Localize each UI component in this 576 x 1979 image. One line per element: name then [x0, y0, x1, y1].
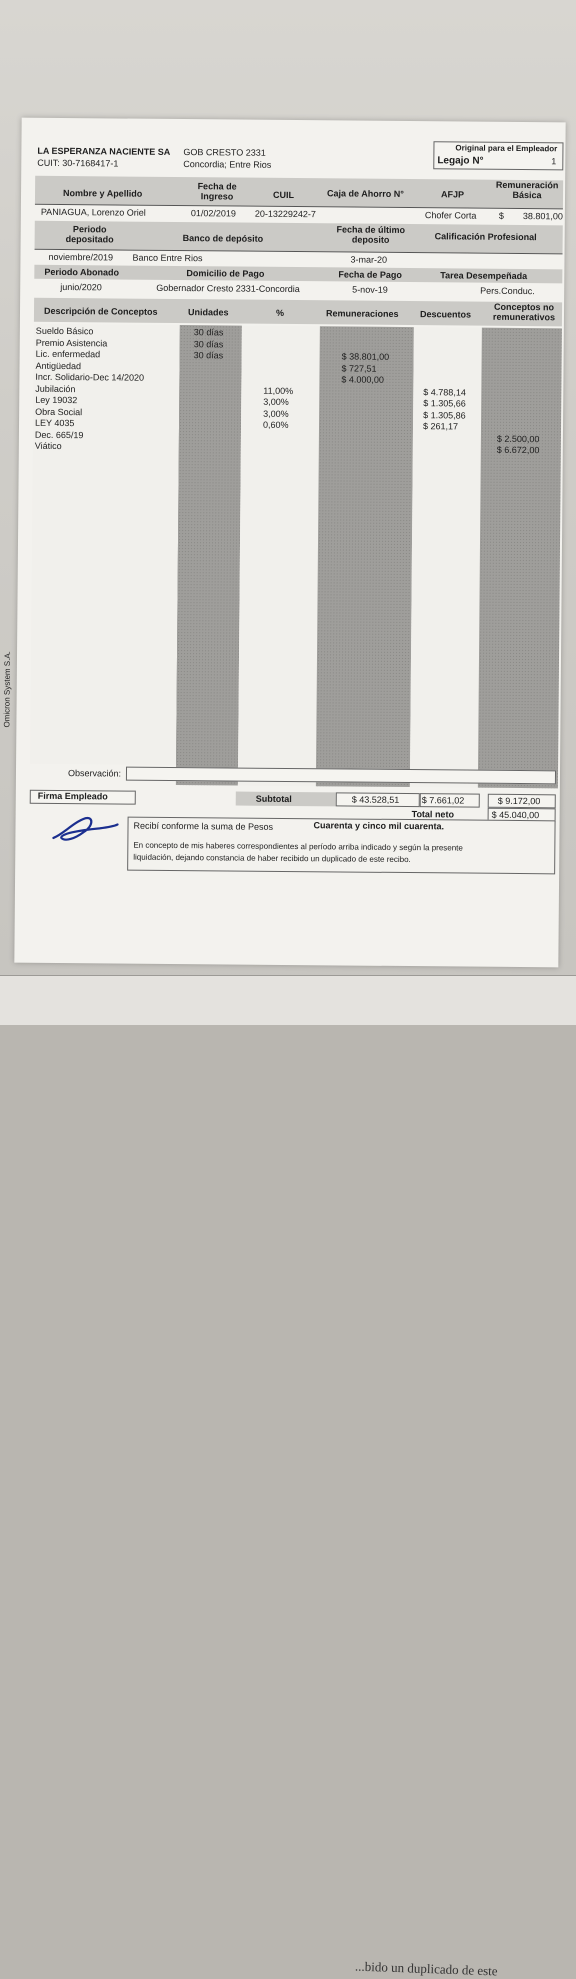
employer-name: LA ESPERANZA NACIENTE SA	[37, 145, 171, 157]
col-unidades	[176, 325, 242, 786]
th-unidades: Unidades	[187, 307, 229, 318]
fecha-ingreso: 01/02/2019	[190, 208, 236, 219]
observacion-label: Observación:	[67, 768, 122, 779]
row-remuneracion: $ 4.000,00	[341, 374, 385, 385]
row-descripcion: Incr. Solidario-Dec 14/2020	[35, 371, 145, 383]
periodo-depositado: noviembre/2019	[48, 251, 114, 263]
legal-line-2: liquidación, dejando constancia de haber recibido un duplicado de este recibo.	[133, 852, 411, 865]
afjp-value: Chofer Corta	[424, 210, 477, 221]
legal-line-1: En concepto de mis haberes correspondientes al período arriba indicado y según la presente	[133, 840, 463, 853]
row-no-remunerativo: $ 6.672,00	[496, 444, 540, 456]
amount-words: Cuarenta y cinco mil cuarenta.	[313, 820, 445, 832]
currency-sign: $	[498, 210, 504, 221]
cuil-value: 20-13229242-7	[254, 208, 316, 220]
domicilio-pago: Gobernador Cresto 2331-Concordia	[156, 282, 300, 295]
payslip-document	[2, 118, 565, 968]
subtotal-norem: $ 9.172,00	[497, 795, 541, 807]
row-descripcion: Premio Asistencia	[35, 337, 108, 348]
col-no-remunerativos	[478, 328, 562, 789]
row-descuento: $ 1.305,86	[423, 409, 466, 421]
row-porcentaje: 0,60%	[262, 419, 289, 430]
h-calificacion: Calificación Profesional	[434, 231, 537, 243]
row-descripcion: LEY 4035	[34, 417, 75, 429]
firma-label: Firma Empleado	[37, 790, 108, 802]
th-descuentos: Descuentos	[419, 309, 472, 320]
fecha-pago: 5-nov-19	[352, 284, 388, 295]
h-fecha-pago: Fecha de Pago	[338, 269, 402, 280]
row-descripcion: Dec. 665/19	[34, 429, 84, 440]
legajo-value: 1	[551, 156, 557, 167]
row-descripcion: Antigüedad	[35, 360, 82, 371]
total-label: Total neto	[411, 809, 455, 820]
row-descripcion: Sueldo Básico	[35, 325, 94, 337]
row-porcentaje: 11,00%	[263, 385, 294, 396]
row-descuento: $ 261,17	[422, 421, 459, 432]
remuneracion-value: 38.801,00	[522, 211, 563, 222]
copy-label: Original para el Empleador	[455, 143, 558, 154]
row-unidades: 30 días	[193, 338, 224, 349]
total-value: $ 45.040,00	[491, 809, 540, 821]
h-domicilio: Domicilio de Pago	[186, 268, 265, 279]
row-porcentaje: 3,00%	[263, 408, 289, 419]
subtotal-label: Subtotal	[255, 793, 292, 805]
row-unidades: 30 días	[193, 327, 224, 338]
h-periodo-abonado: Periodo Abonado	[44, 266, 120, 278]
subtotal-desc: $ 7.661,02	[421, 795, 465, 806]
subtotal-rem: $ 43.528,51	[351, 794, 400, 805]
row-descripcion: Jubilación	[35, 383, 76, 394]
row-porcentaje: 3,00%	[263, 396, 289, 407]
row-descuento: $ 1.305,66	[423, 398, 466, 409]
row-no-remunerativo: $ 2.500,00	[496, 433, 540, 444]
employer-city: Concordia; Entre Rios	[183, 159, 272, 170]
h-remuneracion: Remuneración Básica	[495, 179, 559, 201]
employer-cuit: CUIT: 30-7168417-1	[37, 157, 119, 169]
employee-name: PANIAGUA, Lorenzo Oriel	[40, 206, 146, 218]
h-periodo: Periodo depositado	[65, 224, 114, 245]
th-descripcion: Descripción de Conceptos	[43, 305, 158, 317]
h-afjp: AFJP	[441, 189, 465, 200]
th-remuneraciones: Remuneraciones	[325, 308, 399, 319]
row-descripcion: Obra Social	[35, 406, 83, 417]
col-remuneraciones	[316, 326, 414, 787]
th-porcentaje: %	[275, 307, 285, 318]
periodo-abonado: junio/2020	[60, 281, 102, 293]
employer-address: GOB CRESTO 2331	[183, 147, 266, 158]
fecha-deposito: 3-mar-20	[350, 254, 388, 265]
h-caja: Caja de Ahorro N°	[327, 188, 404, 199]
tarea-value: Pers.Conduc.	[480, 285, 535, 297]
th-no-remunerativos: Conceptos no remunerativos	[492, 301, 556, 323]
h-tarea: Tarea Desempeñada	[440, 270, 528, 282]
underlying-page	[0, 975, 576, 1979]
side-printer-text: Omicron System S.A.	[2, 651, 13, 728]
row-remuneracion: $ 38.801,00	[341, 351, 390, 362]
h-fecha-ingreso: Fecha de Ingreso	[197, 181, 237, 202]
h-cuil: CUIL	[272, 189, 295, 201]
row-unidades: 30 días	[193, 350, 224, 361]
row-remuneracion: $ 727,51	[341, 362, 377, 374]
recibi-text: Recibí conforme la suma de Pesos	[133, 820, 274, 832]
h-name: Nombre y Apellido	[62, 188, 143, 199]
legajo-label: Legajo N°	[437, 155, 484, 167]
row-descripcion: Viático	[34, 440, 62, 452]
underlying-page-text: ...bido un duplicado de este	[354, 1958, 498, 1979]
employee-signature	[49, 808, 119, 849]
banco-deposito: Banco Entre Rios	[132, 252, 203, 264]
h-fecha-deposito: Fecha de último deposito	[336, 224, 406, 245]
row-descripcion: Lic. enfermedad	[35, 348, 101, 360]
row-descripcion: Ley 19032	[35, 394, 78, 406]
row-descuento: $ 4.788,14	[423, 386, 466, 398]
h-banco: Banco de depósito	[182, 233, 264, 244]
